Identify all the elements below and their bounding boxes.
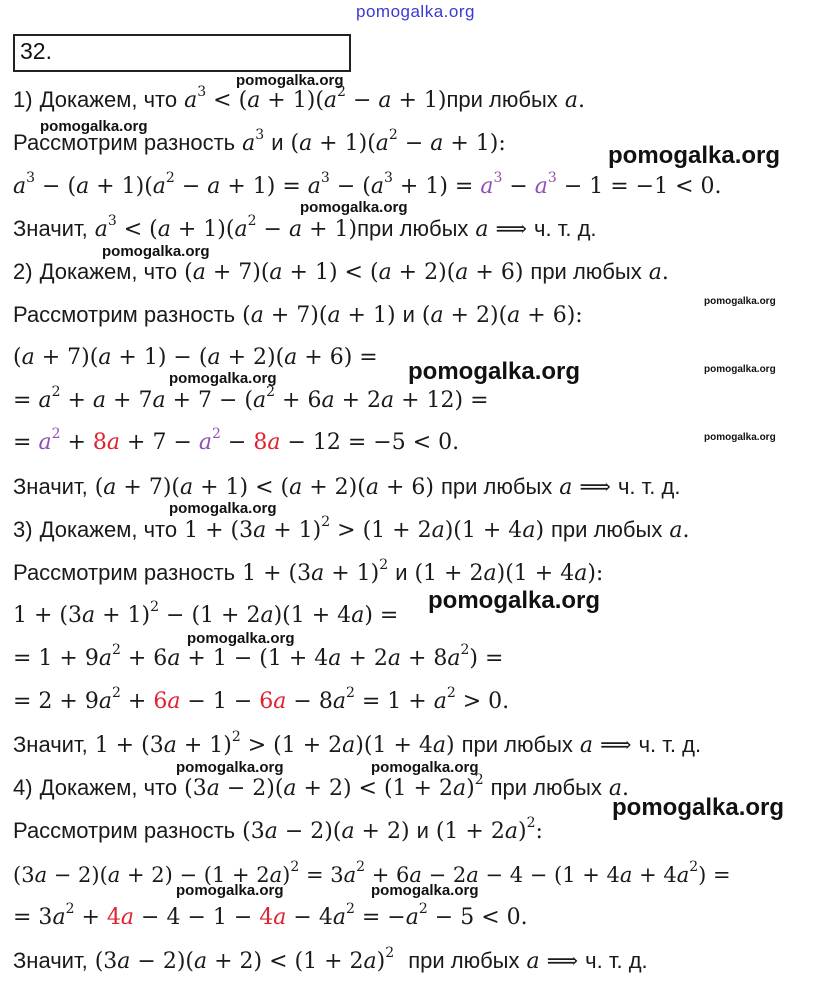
qed-label: ч. т. д.	[617, 474, 681, 499]
part4-consider: Рассмотрим разность (3a − 2)(a + 2) и $(1 + 2a)^2$:	[13, 815, 543, 844]
part2-computation-1: (a + 7)(a + 1) − (a + 2)(a + 6) =	[13, 345, 378, 370]
part3-computation-1: $1 + (3a + 1)^2 - (1 + 2a)(1 + 4a)$ =	[13, 599, 399, 628]
prove-that-label: Докажем, что	[39, 259, 178, 284]
part4-number: 4)	[13, 775, 33, 800]
part3-statement: 3) Докажем, что $1 + (3a + 1)^2 > (1 + 2a)(1 + 4a)$ при любых a.	[13, 514, 690, 543]
part3-consider: Рассмотрим разность $1 + (3a + 1)^2$ и (1 + 2a)(1 + 4a):	[13, 557, 604, 586]
watermark: pomogalka.org	[187, 630, 295, 647]
watermark: pomogalka.org	[704, 432, 776, 443]
part4-conclusion: Значит, $(3a - 2)(a + 2) < (1 + 2a)^2$ при любых a ⟹ ч. т. д.	[13, 945, 648, 974]
for-any-label: при любых	[530, 259, 642, 284]
prove-that-label: Докажем, что	[39, 517, 178, 542]
part1-consider: Рассмотрим разность $a^3$ и $(a + 1)(a^2 - a + 1)$:	[13, 127, 506, 156]
watermark: pomogalka.org	[408, 358, 581, 385]
part4-computation-2: = $3a^2 + 4a - 4 - 1 - 4a - 4a^2 = -a^2 - 5 < 0$.	[13, 901, 528, 930]
for-any-label: при любых	[357, 216, 469, 241]
hence-label: Значит,	[13, 948, 88, 973]
qed-label: ч. т. д.	[638, 732, 702, 757]
consider-label: Рассмотрим разность	[13, 560, 236, 585]
qed-label: ч. т. д.	[534, 216, 597, 241]
part4-statement: 4) Докажем, что $(3a - 2)(a + 2) < (1 + 2a)^2$ при любых a.	[13, 772, 630, 801]
prove-that-label: Докажем, что	[39, 775, 178, 800]
watermark: pomogalka.org	[102, 243, 210, 260]
part3-computation-3: = $2 + 9a^2 + 6a - 1 - 6a - 8a^2 = 1 + a^2 > 0$.	[13, 685, 510, 714]
watermark: pomogalka.org	[428, 587, 601, 614]
and-label: и	[416, 818, 429, 843]
watermark: pomogalka.org	[704, 296, 776, 307]
part2-conclusion: Значит, (a + 7)(a + 1) < (a + 2)(a + 6) при любых a ⟹ ч. т. д.	[13, 474, 681, 500]
part3-number: 3)	[13, 517, 33, 542]
part1-number: 1)	[13, 87, 33, 112]
watermark: pomogalka.org	[176, 882, 284, 899]
task-number-box	[13, 34, 351, 72]
part4-computation-1: $(3a - 2)(a + 2) - (1 + 2a)^2 = 3a^2 + 6a - 2a - 4 - (1 + 4a + 4a^2)$ =	[13, 859, 731, 887]
watermark: pomogalka.org	[169, 500, 277, 517]
prove-that-label: Докажем, что	[39, 87, 178, 112]
for-any-label: при любых	[446, 87, 558, 112]
for-any-label: при любых	[551, 517, 663, 542]
part2-number: 2)	[13, 259, 33, 284]
watermark: pomogalka.org	[300, 199, 408, 216]
watermark: pomogalka.org	[236, 72, 344, 89]
hence-label: Значит,	[13, 732, 88, 757]
part3-computation-2: = $1 + 9a^2 + 6a + 1 - (1 + 4a + 2a + 8a^2)$ =	[13, 642, 504, 671]
watermark: pomogalka.org	[704, 364, 776, 375]
qed-label: ч. т. д.	[585, 948, 648, 973]
part2-statement: 2) Докажем, что (a + 7)(a + 1) < (a + 2)(a + 6) при любых a.	[13, 259, 669, 285]
for-any-label: при любых	[490, 775, 602, 800]
part2-computation-2: = $a^2 + a + 7a + 7 - (a^2 + 6a + 2a + 12)$ =	[13, 384, 489, 413]
part2-consider: Рассмотрим разность (a + 7)(a + 1) и (a + 2)(a + 6):	[13, 302, 583, 328]
watermark: pomogalka.org	[608, 142, 781, 169]
part1-conclusion: Значит, $a^3 < (a + 1)(a^2 - a + 1)при$ любых a ⟹ ч. т. д.	[13, 213, 597, 242]
site-header-link[interactable]: pomogalka.org	[356, 2, 475, 21]
consider-label: Рассмотрим разность	[13, 302, 236, 327]
watermark: pomogalka.org	[169, 370, 277, 387]
watermark: pomogalka.org	[371, 882, 479, 899]
and-label: и	[402, 302, 415, 327]
watermark: pomogalka.org	[612, 794, 785, 821]
and-label: и	[271, 130, 284, 155]
watermark: pomogalka.org	[371, 759, 479, 776]
and-label: и	[395, 560, 408, 585]
part3-conclusion: Значит, $1 + (3a + 1)^2 > (1 + 2a)(1 + 4a)$ при любых a ⟹ ч. т. д.	[13, 729, 702, 758]
task-number: 32.	[20, 38, 52, 64]
watermark: pomogalka.org	[176, 759, 284, 776]
for-any-label: при любых	[440, 474, 553, 499]
part1-statement: 1) Докажем, что $a^3 < (a + 1)(a^2 - a + 1)при$ любых a.	[13, 84, 585, 113]
for-any-label: при любых	[461, 732, 573, 757]
consider-label: Рассмотрим разность	[13, 130, 236, 155]
part2-computation-3: = $a^2 + 8a + 7 - a^2 - 8a - 12 = -5 < 0$.	[13, 426, 460, 455]
hence-label: Значит,	[13, 216, 88, 241]
for-any-label: при любых	[408, 948, 520, 973]
hence-label: Значит,	[13, 474, 88, 499]
watermark: pomogalka.org	[40, 118, 148, 135]
part1-computation: $a^3 - (a + 1)(a^2 - a + 1) = a^3 - (a^3 + 1) = a^3 - a^3 - 1 = -1 < 0$.	[13, 170, 722, 199]
consider-label: Рассмотрим разность	[13, 818, 236, 843]
